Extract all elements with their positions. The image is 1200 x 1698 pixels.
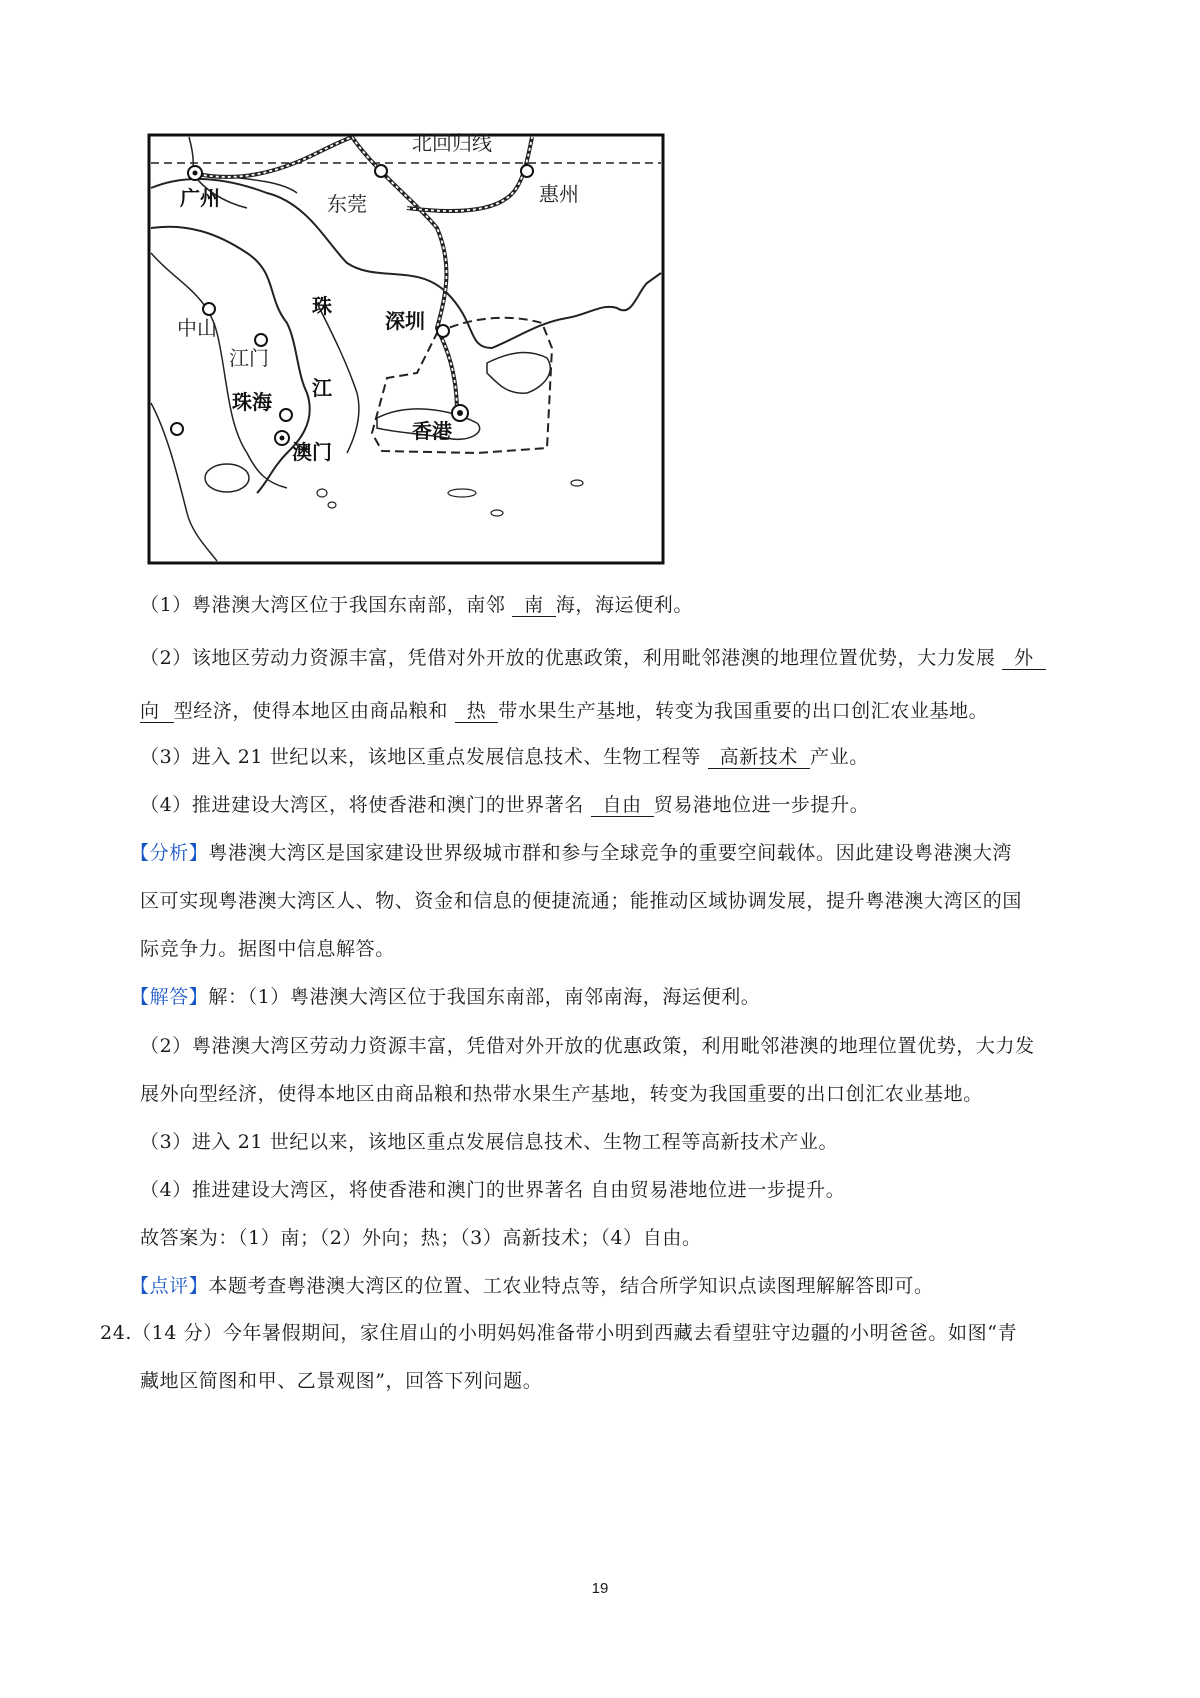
- question-24-line1: 24.（14 分）今年暑假期间，家住眉山的小明妈妈准备带小明到西藏去看望驻守边疆的小明爸爸。如图“青: [100, 1322, 1018, 1344]
- analysis-line2: 区可实现粤港澳大湾区人、物、资金和信息的便捷流通；能推动区域协调发展，提升粤港澳大湾区的国: [140, 890, 1023, 912]
- answer-line5: （4）推进建设大湾区，将使香港和澳门的世界著名 自由贸易港地位进一步提升。: [140, 1179, 846, 1201]
- city-marker-guangzhou: [188, 166, 202, 180]
- city-marker-zhuhai: [280, 409, 292, 421]
- label-jiangmen: 江门: [229, 346, 269, 370]
- label-guangzhou: 广州: [180, 186, 220, 210]
- map-svg: [147, 133, 665, 565]
- label-dongguan: 东莞: [327, 192, 367, 216]
- q1-answer-blank: 南: [512, 594, 556, 617]
- q1-text-end: 海，海运便利。: [555, 594, 693, 616]
- answer-line4: （3）进入 21 世纪以来，该地区重点发展信息技术、生物工程等高新技术产业。: [140, 1131, 839, 1153]
- q4-text-end: 贸易港地位进一步提升。: [653, 794, 870, 816]
- label-huizhou: 惠州: [539, 182, 579, 206]
- answer-tag: 【解答】: [130, 986, 209, 1008]
- city-marker-hongkong: [452, 405, 468, 421]
- answer-final: 故答案为：（1）南；（2）外向；热；（3）高新技术；（4）自由。: [140, 1227, 702, 1249]
- tropic-label: 北回归线: [412, 133, 492, 155]
- q2-text-mid: 型经济，使得本地区由商品粮和: [173, 700, 455, 722]
- city-marker-zhongshan: [203, 303, 215, 315]
- city-marker-jiangmen: [255, 334, 267, 346]
- q2-answer1-blank-part2: 向: [140, 700, 174, 723]
- answer-text-1: 解：（1）粤港澳大湾区位于我国东南部，南邻南海，海运便利。: [208, 986, 761, 1008]
- question-1: [140, 592, 693, 618]
- comment-line: [130, 1273, 934, 1299]
- q4-text: （4）推进建设大湾区，将使香港和澳门的世界著名: [140, 794, 591, 816]
- question-4: [140, 792, 869, 818]
- city-marker-huizhou: [521, 165, 533, 177]
- question-2-line2: [140, 698, 988, 724]
- label-shenzhen: 深圳: [385, 309, 425, 333]
- q2-answer1-blank-part1: 外: [1002, 647, 1046, 670]
- map-frame: [149, 135, 663, 563]
- q4-answer-blank: 自由: [591, 794, 654, 817]
- analysis-line1: [130, 840, 1012, 866]
- label-zhu: 珠: [312, 294, 332, 318]
- q2-answer2-blank: 热: [455, 700, 499, 723]
- city-marker-shenzhen: [437, 325, 449, 337]
- answer-line2: （2）粤港澳大湾区劳动力资源丰富，凭借对外开放的优惠政策，利用毗邻港澳的地理位置优势，大力发: [140, 1035, 1035, 1057]
- question-2-line1: [140, 645, 1046, 671]
- city-marker-west: [171, 423, 183, 435]
- answer-line3: 展外向型经济，使得本地区由商品粮和热带水果生产基地，转变为我国重要的出口创汇农业基地。: [140, 1083, 983, 1105]
- q3-answer-blank: 高新技术: [708, 746, 810, 769]
- comment-text: 本题考查粤港澳大湾区的位置、工农业特点等，结合所学知识点读图理解解答即可。: [208, 1275, 934, 1297]
- q2-text: （2）该地区劳动力资源丰富，凭借对外开放的优惠政策，利用毗邻港澳的地理位置优势，大力发展: [140, 647, 1003, 669]
- label-macau: 澳门: [292, 440, 332, 464]
- q3-text: （3）进入 21 世纪以来，该地区重点发展信息技术、生物工程等: [140, 746, 708, 768]
- label-zhongshan: 中山: [177, 316, 217, 340]
- q1-text: （1）粤港澳大湾区位于我国东南部，南邻: [140, 594, 513, 616]
- pearl-river-delta-map: [147, 133, 665, 565]
- analysis-text-1: 粤港澳大湾区是国家建设世界级城市群和参与全球竞争的重要空间载体。因此建设粤港澳大湾: [208, 842, 1013, 864]
- comment-tag: 【点评】: [130, 1275, 209, 1297]
- analysis-tag: 【分析】: [130, 842, 209, 864]
- city-marker-macau: [275, 431, 289, 445]
- question-3: [140, 744, 869, 770]
- q2-text-end: 带水果生产基地，转变为我国重要的出口创汇农业基地。: [498, 700, 989, 722]
- label-jiang: 江: [312, 376, 332, 400]
- q3-text-end: 产业。: [810, 746, 869, 768]
- city-marker-dongguan: [375, 165, 387, 177]
- answer-line1: [130, 984, 760, 1010]
- label-hongkong: 香港: [412, 419, 452, 443]
- label-zhuhai: 珠海: [232, 390, 272, 414]
- analysis-line3: 际竞争力。据图中信息解答。: [140, 938, 395, 960]
- question-24-line2: 藏地区简图和甲、乙景观图”，回答下列问题。: [140, 1370, 543, 1392]
- page-number: 19: [591, 1580, 609, 1597]
